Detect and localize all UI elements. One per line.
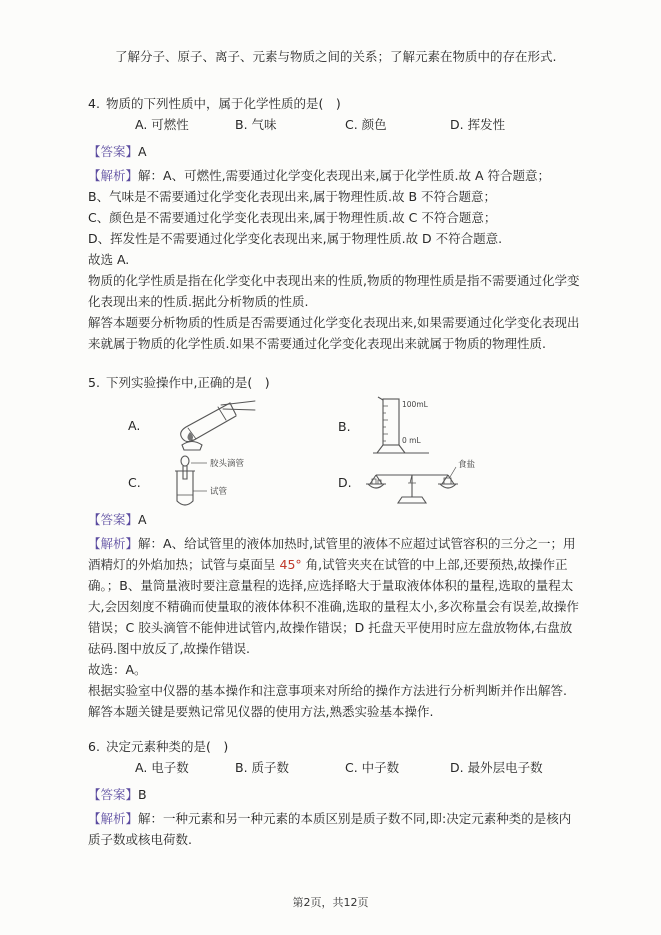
question-4-note-2: 解答本题要分析物质的性质是否需要通过化学变化表现出来,如果需要通过化学变化表现出来就属于物质的化学性质.如果不需要通过化学变化表现出来就属于物质的物理性质.: [88, 315, 580, 351]
question-6-options: [88, 757, 583, 778]
question-6-answer-line: [88, 784, 583, 805]
question-5-stem-line: [88, 372, 583, 393]
balance-scale-icon: [360, 455, 480, 509]
question-5-conclusion: 故选：A。: [88, 662, 147, 677]
question-6-option-b: B. 质子数: [235, 760, 290, 775]
question-4-analysis-line-1: [88, 165, 583, 186]
figure-d-label: D.: [338, 474, 352, 490]
question-5-stem: 下列实验操作中,正确的是( ): [105, 375, 270, 390]
analysis-label: 【解析】: [88, 168, 139, 183]
figure-c-dropper-in-tube: [128, 455, 299, 509]
question-4-options: [88, 114, 583, 135]
question-5-figures: [88, 395, 583, 509]
question-4-stem-line: [88, 93, 583, 114]
figure-c-label: C.: [128, 474, 141, 490]
heating-test-tube-icon: [148, 399, 268, 451]
salt-label: 食盐: [457, 460, 475, 470]
question-5-note-2: 解答本题关键是要熟记常见仪器的使用方法,熟悉实验基本操作.: [88, 704, 434, 719]
answer-label: 【答案】: [88, 512, 139, 527]
question-5-analysis: [88, 533, 583, 659]
question-6-answer-value: B: [138, 787, 147, 802]
dropper-label: 胶头滴管: [209, 459, 244, 469]
question-5-analysis-post: 角,试管夹夹在试管的中上部,还要预热,故操作正确。；B、量筒量液时要注意量程的选择,应选择略大于量取液体体积的量程,选取的量程太大,会因刻度不精确而使量取的液体体积不准确,选取的量程太小,多次称量会有误差,故操作错误；C 胶头滴管不能伸进试管内,故操作错误；D 托盘天平使用时应左盘放物体,右盘放砝码.图中放反了,故操作错误.: [88, 557, 579, 656]
question-6-stem-line: [88, 736, 583, 757]
figure-b-graduated-cylinder: [338, 395, 443, 457]
question-4-analysis-line-2: B、气味是不需要通过化学变化表现出来,属于物理性质.故 B 不符合题意；: [88, 189, 497, 204]
question-4-option-a: A. 可燃性: [135, 117, 189, 132]
tube-label: 试管: [209, 487, 227, 497]
question-5: [88, 372, 583, 722]
question-4-analysis-line-4: D、挥发性是不需要通过化学变化表现出来,属于物理性质.故 D 不符合题意.: [88, 231, 503, 246]
page-footer: 第2页，共12页: [292, 896, 369, 909]
question-4-analysis-line-3: C、颜色是不需要通过化学变化表现出来,属于物理性质.故 C 不符合题意；: [88, 210, 497, 225]
question-4-note-1: 物质的化学性质是指在化学变化中表现出来的性质,物质的物理性质是指不需要通过化学变化表现出来的性质.据此分析物质的性质.: [88, 273, 580, 309]
question-6-stem: 决定元素种类的是( ): [105, 739, 229, 754]
question-4-answer-value: A: [138, 144, 147, 159]
figure-d-balance: [338, 455, 480, 509]
figure-b-label: B.: [338, 418, 351, 434]
figure-a-label: A.: [128, 417, 141, 433]
question-4-stem: 物质的下列性质中，属于化学性质的是( ): [105, 96, 341, 111]
cylinder-bottom-label: 0 mL: [401, 436, 421, 445]
cylinder-top-label: 100mL: [401, 400, 428, 409]
question-4: [88, 93, 583, 354]
question-6: [88, 736, 583, 850]
question-6-analysis-text: 解：一种元素和另一种元素的本质区别是质子数不同,即:决定元素种类的是核内质子数或核电荷数.: [88, 811, 572, 847]
question-5-number: 5.: [88, 375, 100, 390]
question-6-number: 6.: [88, 739, 100, 754]
question-6-option-c: C. 中子数: [345, 760, 400, 775]
analysis-label: 【解析】: [88, 536, 139, 551]
question-6-option-d: D. 最外层电子数: [450, 760, 543, 775]
question-5-note-1: 根据实验室中仪器的基本操作和注意事项来对所给的操作方法进行分析判断并作出解答.: [88, 683, 567, 698]
question-4-number: 4.: [88, 96, 100, 111]
question-5-angle-highlight: 45°: [279, 557, 302, 572]
question-4-conclusion: 故选 A.: [88, 252, 130, 267]
question-6-option-a: A. 电子数: [135, 760, 189, 775]
dropper-test-tube-icon: [149, 455, 299, 509]
question-4-option-b: B. 气味: [235, 117, 277, 132]
question-4-answer-line: [88, 141, 583, 162]
question-4-analysis-text-1: 解：A、可燃性,需要通过化学变化表现出来,属于化学性质.故 A 符合题意；: [138, 168, 550, 183]
question-4-option-c: C. 颜色: [345, 117, 387, 132]
question-5-answer-value: A: [138, 512, 147, 527]
question-5-analysis-pre: 解：A、给试管里的液体加热时,试管里的液体不应超过试管容积的三分之一；用酒精灯的外焰加热；试管与桌面呈: [88, 536, 576, 572]
figure-a-heating-test-tube: [128, 399, 268, 451]
question-6-analysis: [88, 808, 583, 850]
answer-label: 【答案】: [88, 144, 139, 159]
answer-label: 【答案】: [88, 787, 139, 802]
question-4-option-d: D. 挥发性: [450, 117, 506, 132]
question-5-answer-line: [88, 509, 583, 530]
analysis-label: 【解析】: [88, 811, 139, 826]
graduated-cylinder-icon: [359, 395, 443, 457]
intro-text: 了解分子、原子、离子、元素与物质之间的关系；了解元素在物质中的存在形式.: [115, 49, 557, 64]
